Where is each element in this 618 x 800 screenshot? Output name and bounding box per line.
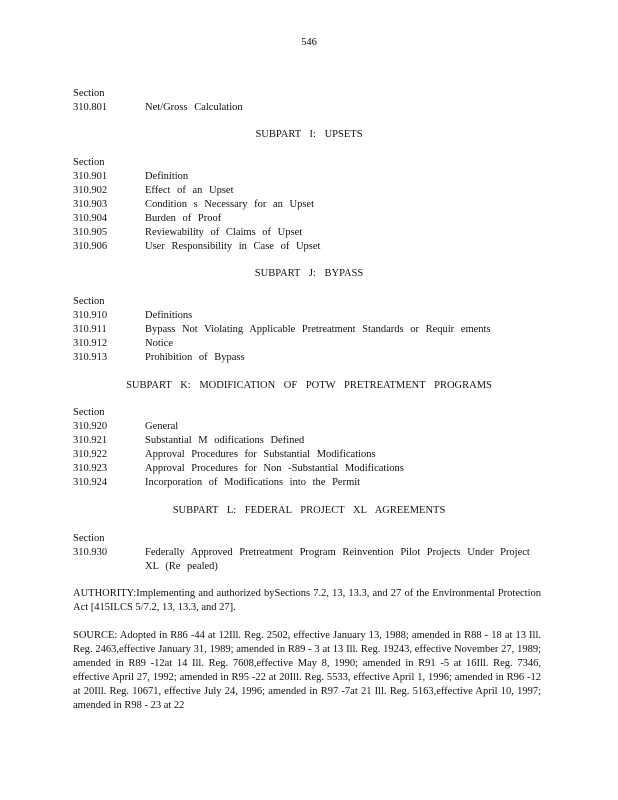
section-number: 310.903 — [73, 199, 108, 210]
section-number: 310.930 — [73, 547, 108, 558]
subpart-heading-bypass: SUBPART J: BYPASS — [254, 268, 364, 279]
section-row — [73, 546, 543, 574]
section-row — [73, 170, 543, 184]
section-title: Substantial M odifications Defined — [145, 435, 305, 446]
section-row — [73, 212, 543, 226]
section-number: 310.912 — [73, 338, 108, 349]
section-row — [73, 309, 543, 323]
section-title: Definitions — [145, 310, 193, 321]
section-row — [73, 351, 543, 365]
section-row — [73, 198, 543, 212]
section-number: 310.901 — [73, 171, 108, 182]
section-number: 310.910 — [73, 310, 108, 321]
source-note: SOURCE: Adopted in R86 -44 at 12Ill. Reg. 2502, effective January 13, 1988; amended in R88 - 18 at 13 Ill. Reg. 2463,effective January 31, 1989; amended in R89 - 3 at 13 Ill. Reg. 19243, effective November 27, 1989; amended in R89 -12at 14 Ill. Reg. 7608,effective May 8, 1990; amended in R91 -5 at 16Ill. Reg. 7346, effective April 27, 1992; amended in R95 -22 at 20Ill. Reg. 5533, effective April 1, 1996; amended in R96 -12 at 20Ill. Reg. 10671, effective July 24, 1996; amended in R97 -7at 21 Ill. Reg. 5163,effective April 10, 1997; amended in R98 - 23 at 22 — [73, 630, 541, 711]
section-title: User Responsibility in Case of Upset — [145, 241, 321, 252]
section-group-project-xl — [73, 532, 543, 574]
section-row — [73, 420, 543, 434]
section-row — [73, 448, 543, 462]
section-title: Notice — [145, 338, 173, 349]
section-row — [73, 226, 543, 240]
section-number: 310.801 — [73, 102, 108, 113]
section-number: 310.906 — [73, 241, 108, 252]
section-title: Burden of Proof — [145, 213, 222, 224]
section-number: 310.923 — [73, 463, 108, 474]
section-row — [73, 462, 543, 476]
section-group-bypass — [73, 295, 543, 365]
subpart-heading-project-xl: SUBPART L: FEDERAL PROJECT XL AGREEMENTS — [172, 505, 446, 516]
section-number: 310.911 — [73, 324, 107, 335]
section-group-intro — [73, 87, 543, 115]
section-title: Definition — [145, 171, 189, 182]
section-label: Section — [73, 533, 105, 544]
section-row — [73, 476, 543, 490]
section-group-upsets — [73, 156, 543, 254]
section-title: Condition s Necessary for an Upset — [145, 199, 315, 210]
section-label: Section — [73, 296, 105, 307]
section-label: Section — [73, 157, 105, 168]
section-row — [73, 101, 543, 115]
section-number: 310.924 — [73, 477, 108, 488]
section-title: Prohibition of Bypass — [145, 352, 245, 363]
subpart-heading-upsets: SUBPART I: UPSETS — [255, 129, 363, 140]
section-label: Section — [73, 407, 105, 418]
section-title: Reviewability of Claims of Upset — [145, 227, 303, 238]
section-title: Federally Approved Pretreatment Program Reinvention Pilot Projects Under Project XL (Re pealed) — [145, 547, 530, 572]
section-number: 310.902 — [73, 185, 108, 196]
section-number: 310.904 — [73, 213, 108, 224]
section-title: Bypass Not Violating Applicable Pretreatment Standards or Requir ements — [145, 324, 491, 335]
subpart-heading-modification: SUBPART K: MODIFICATION OF POTW PRETREATMENT PROGRAMS — [126, 380, 492, 391]
section-row — [73, 184, 543, 198]
section-title: Effect of an Upset — [145, 185, 234, 196]
section-title: Approval Procedures for Non -Substantial Modifications — [145, 463, 404, 474]
section-title: General — [145, 421, 179, 432]
section-title: Approval Procedures for Substantial Modifications — [145, 449, 376, 460]
section-group-modification — [73, 406, 543, 490]
page-number: 546 — [301, 37, 317, 48]
section-title: Net/Gross Calculation — [145, 102, 243, 113]
section-number: 310.920 — [73, 421, 108, 432]
authority-note: AUTHORITY:Implementing and authorized bySections 7.2, 13, 13.3, and 27 of the Environmental Protection Act [415ILCS 5/7.2, 13, 13.3, and 27]. — [73, 588, 541, 613]
section-number: 310.921 — [73, 435, 108, 446]
section-label: Section — [73, 88, 105, 99]
section-number: 310.913 — [73, 352, 108, 363]
section-row — [73, 337, 543, 351]
section-row — [73, 323, 543, 337]
section-number: 310.922 — [73, 449, 108, 460]
section-title: Incorporation of Modifications into the Permit — [145, 477, 361, 488]
section-row — [73, 434, 543, 448]
section-number: 310.905 — [73, 227, 108, 238]
section-row — [73, 240, 543, 254]
